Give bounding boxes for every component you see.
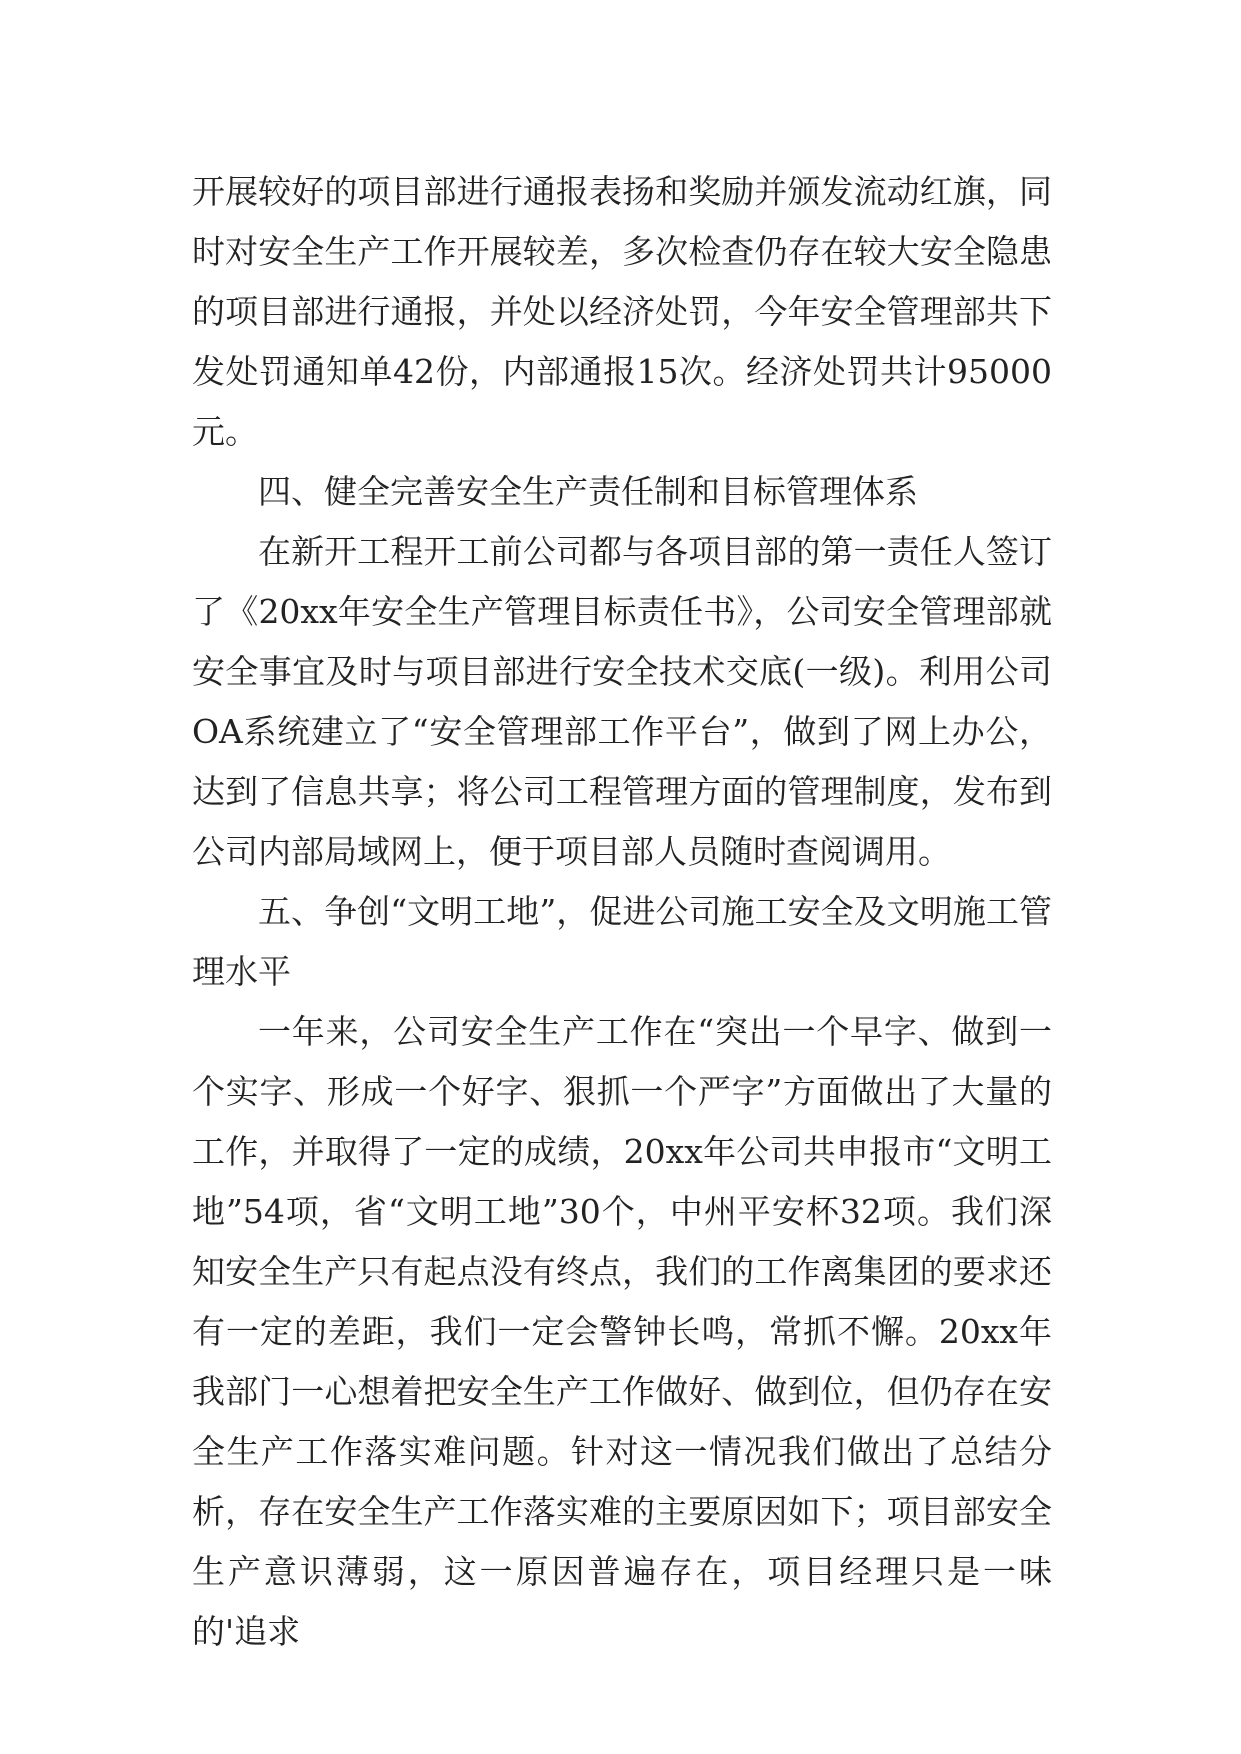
paragraph-civilized-site: 一年来，公司安全生产工作在“突出一个早字、做到一个实字、形成一个好字、狠抓一个严字”方面做出了大量的工作，并取得了一定的成绩，20xx年公司共申报市“文明工地”54项，省“文明工地”30个，中州平安杯32项。我们深知安全生产只有起点没有终点，我们的工作离集团的要求还有一定的差距，我们一定会警钟长鸣，常抓不懈。20xx年我部门一心想着把安全生产工作做好、做到位，但仍存在安全生产工作落实难问题。针对这一情况我们做出了总结分析，存在安全生产工作落实难的主要原因如下；项目部安全生产意识薄弱，这一原因普遍存在，项目经理只是一味的'追求 xyxy=(192,1012,1052,1651)
section-heading-five: 五、争创“文明工地”，促进公司施工安全及文明施工管理水平 xyxy=(192,892,1052,991)
document-body xyxy=(192,162,1052,1662)
paragraph-responsibility-system: 在新开工程开工前公司都与各项目部的第一责任人签订了《20xx年安全生产管理目标责任书》，公司安全管理部就安全事宜及时与项目部进行安全技术交底(一级)。利用公司OA系统建立了“安全管理部工作平台”，做到了网上办公，达到了信息共享；将公司工程管理方面的管理制度，发布到公司内部局域网上，便于项目部人员随时查阅调用。 xyxy=(192,532,1052,871)
paragraph-penalty-summary: 开展较好的项目部进行通报表扬和奖励并颁发流动红旗，同时对安全生产工作开展较差，多次检查仍存在较大安全隐患的项目部进行通报，并处以经济处罚，今年安全管理部共下发处罚通知单42份，内部通报15次。经济处罚共计95000元。 xyxy=(192,172,1052,451)
section-heading-four: 四、健全完善安全生产责任制和目标管理体系 xyxy=(258,472,918,511)
